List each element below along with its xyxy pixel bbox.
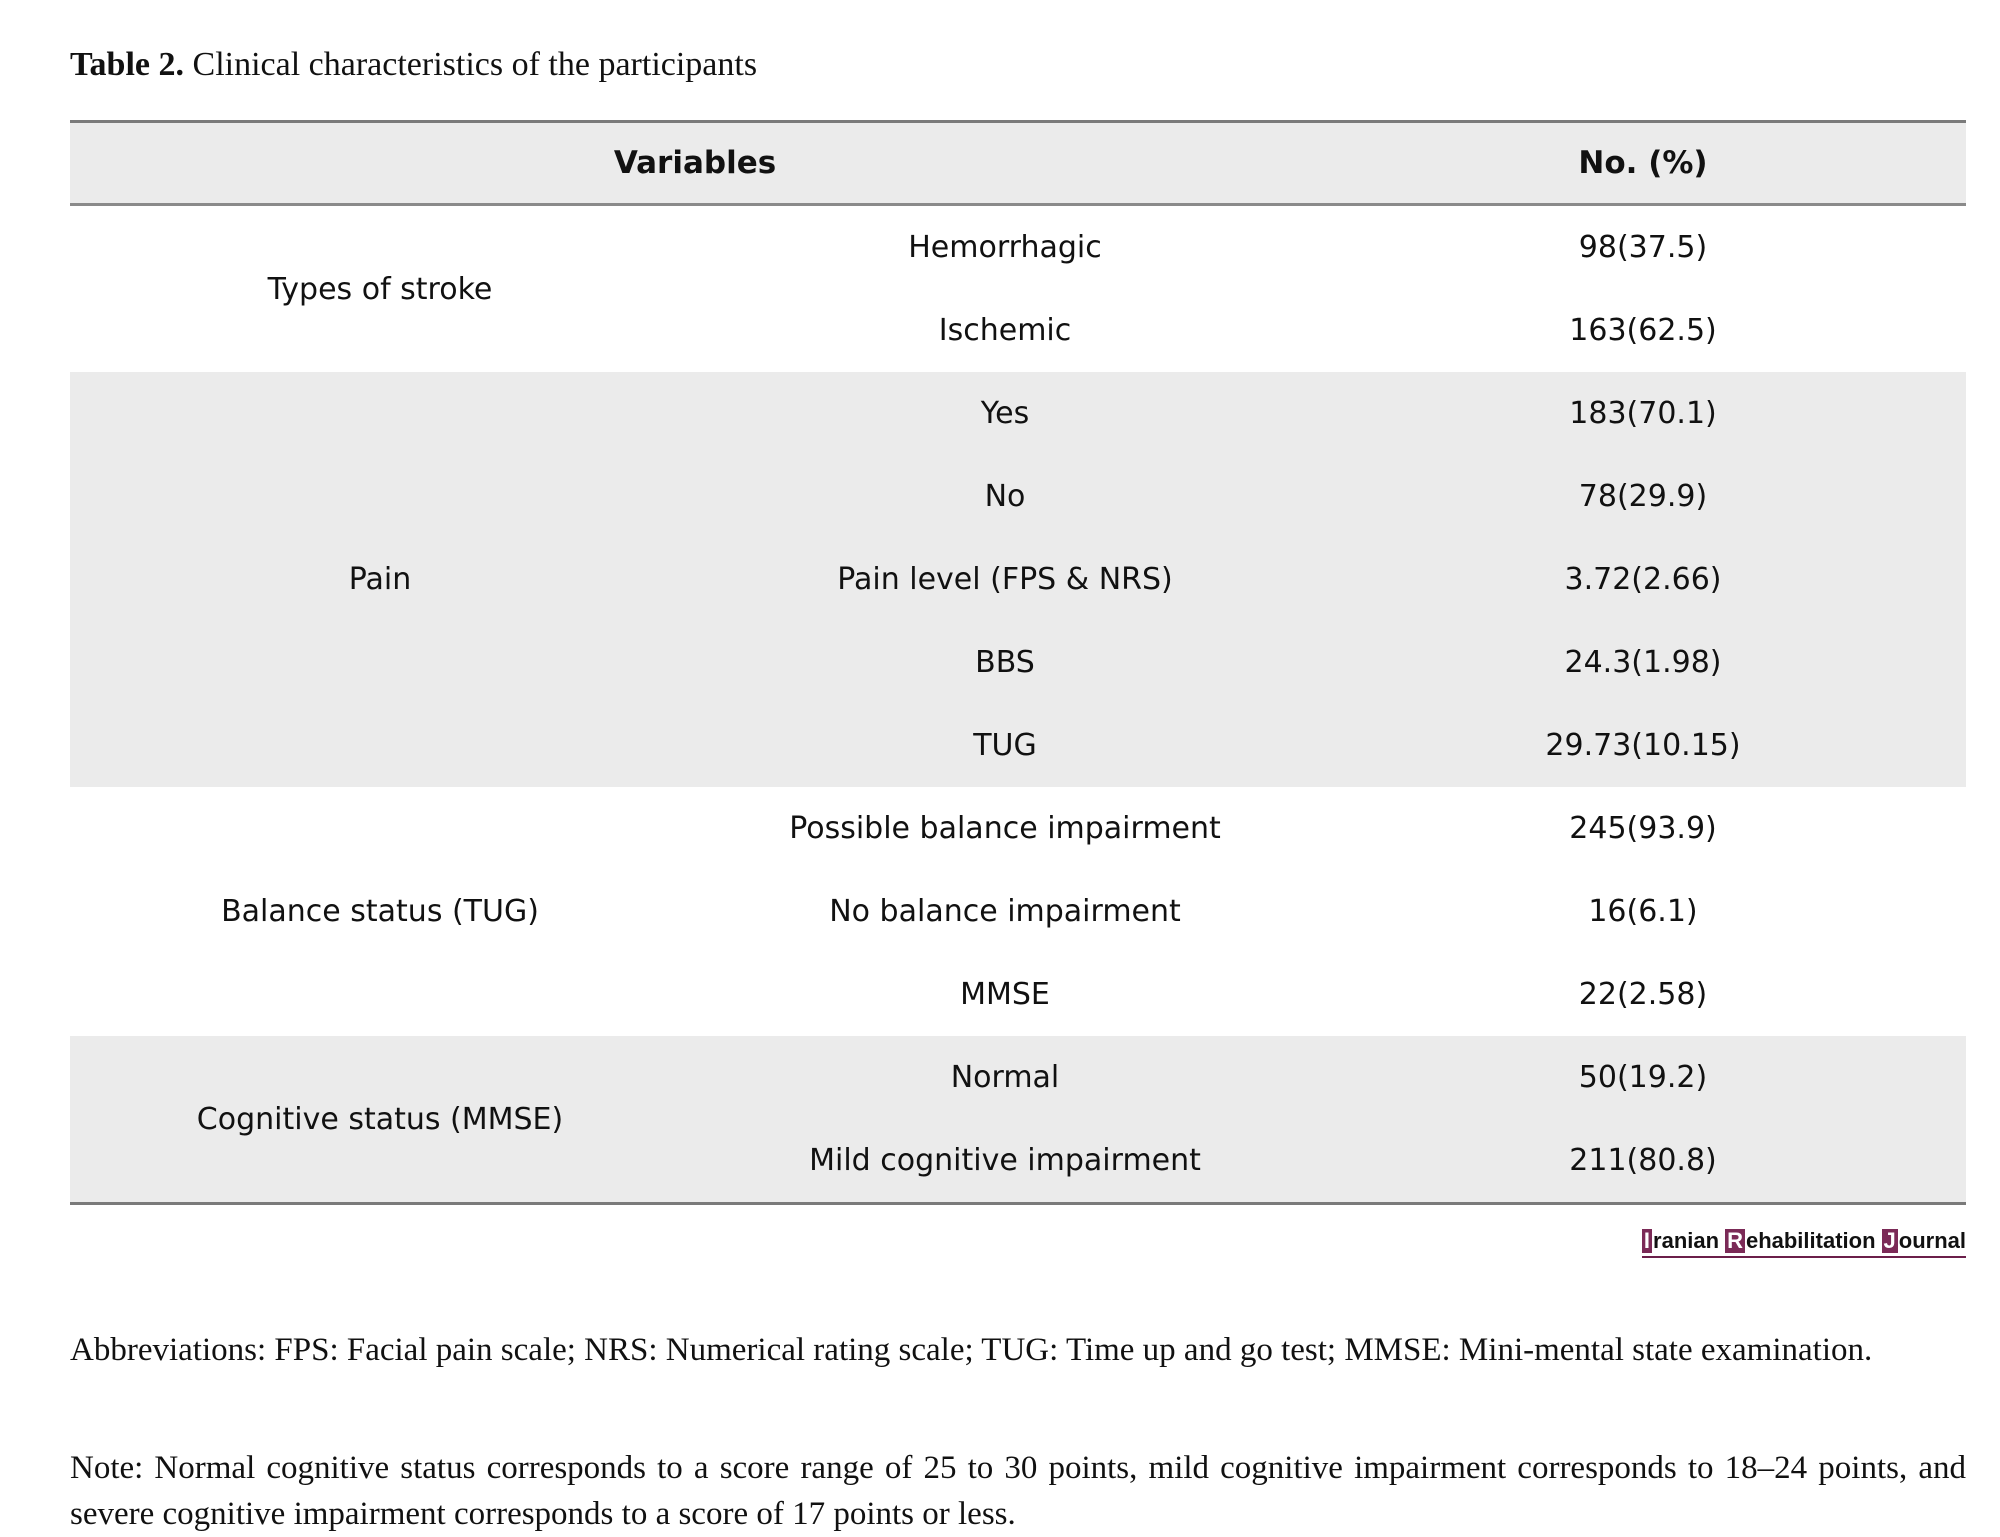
group-pain xyxy=(70,372,1966,787)
row-label: Ischemic xyxy=(938,313,1072,348)
journal-logo-rest: ranian xyxy=(1653,1228,1720,1253)
row-value: 211(80.8) xyxy=(1320,1119,1966,1204)
row-label: Possible balance impairment xyxy=(789,811,1221,846)
row-value: 16(6.1) xyxy=(1588,894,1698,929)
row-value: 163(62.5) xyxy=(1569,313,1717,348)
table-caption-label: Table 2. xyxy=(70,46,185,83)
journal-logo-word xyxy=(1642,1228,1719,1253)
journal-logo-initial: I xyxy=(1643,1228,1651,1253)
row-value: 50(19.2) xyxy=(1320,1036,1966,1119)
group-types-of-stroke xyxy=(70,205,1966,373)
row-label: Normal xyxy=(690,1036,1320,1119)
row-value: 245(93.9) xyxy=(1569,811,1717,846)
row-label: TUG xyxy=(690,704,1320,787)
journal-logo-rest: ournal xyxy=(1898,1228,1966,1253)
group-label: Types of stroke xyxy=(267,271,493,307)
row-label: No xyxy=(690,455,1320,538)
row-value: 98(37.5) xyxy=(1578,230,1708,265)
row-label: Hemorrhagic xyxy=(908,230,1102,265)
journal-logo-rest: ehabilitation xyxy=(1745,1228,1876,1253)
row-label: MMSE xyxy=(960,977,1050,1012)
group-label: Balance status (TUG) xyxy=(221,894,539,929)
row-value: 24.3(1.98) xyxy=(1320,621,1966,704)
table-caption-text: Clinical characteristics of the participants xyxy=(192,46,758,83)
row-value: 22(2.58) xyxy=(1578,977,1708,1012)
header-count-percent: No. (%) xyxy=(1320,122,1966,205)
row-value: 3.72(2.66) xyxy=(1320,538,1966,621)
table-row xyxy=(70,372,1966,455)
table-header-row xyxy=(70,122,1966,205)
row-value: 29.73(10.15) xyxy=(1320,704,1966,787)
journal-logo-word xyxy=(1882,1228,1966,1253)
journal-logo-initial: J xyxy=(1883,1228,1896,1253)
journal-logo xyxy=(1642,1226,1966,1258)
group-cognitive-status xyxy=(70,1036,1966,1204)
table-row xyxy=(70,787,1966,870)
table-row xyxy=(70,1036,1966,1119)
row-value: 78(29.9) xyxy=(1320,455,1966,538)
row-value: 183(70.1) xyxy=(1320,372,1966,455)
journal-logo-word xyxy=(1725,1228,1875,1253)
header-variables: Variables xyxy=(70,122,1320,205)
journal-logo-initial: R xyxy=(1727,1228,1743,1253)
row-label: Mild cognitive impairment xyxy=(690,1119,1320,1204)
group-balance-status xyxy=(70,787,1966,1036)
row-label: BBS xyxy=(690,621,1320,704)
row-label: No balance impairment xyxy=(829,894,1181,929)
scoring-note: Note: Normal cognitive status corresponds to a score range of 25 to 30 points, mild cognitive impairment corresponds to 18–24 points, and severe cognitive impairment corresponds to a score of 17 points or less. xyxy=(70,1450,1966,1532)
table-caption xyxy=(70,40,757,90)
row-label: Pain level (FPS & NRS) xyxy=(690,538,1320,621)
row-label: Yes xyxy=(690,372,1320,455)
group-label: Pain xyxy=(70,372,690,787)
table-row xyxy=(70,205,1966,290)
group-label: Cognitive status (MMSE) xyxy=(70,1036,690,1204)
clinical-characteristics-table xyxy=(70,120,1966,1205)
abbreviations-note: Abbreviations: FPS: Facial pain scale; NRS: Numerical rating scale; TUG: Time up and go test; MMSE: Mini-mental state examination. xyxy=(70,1332,1873,1368)
